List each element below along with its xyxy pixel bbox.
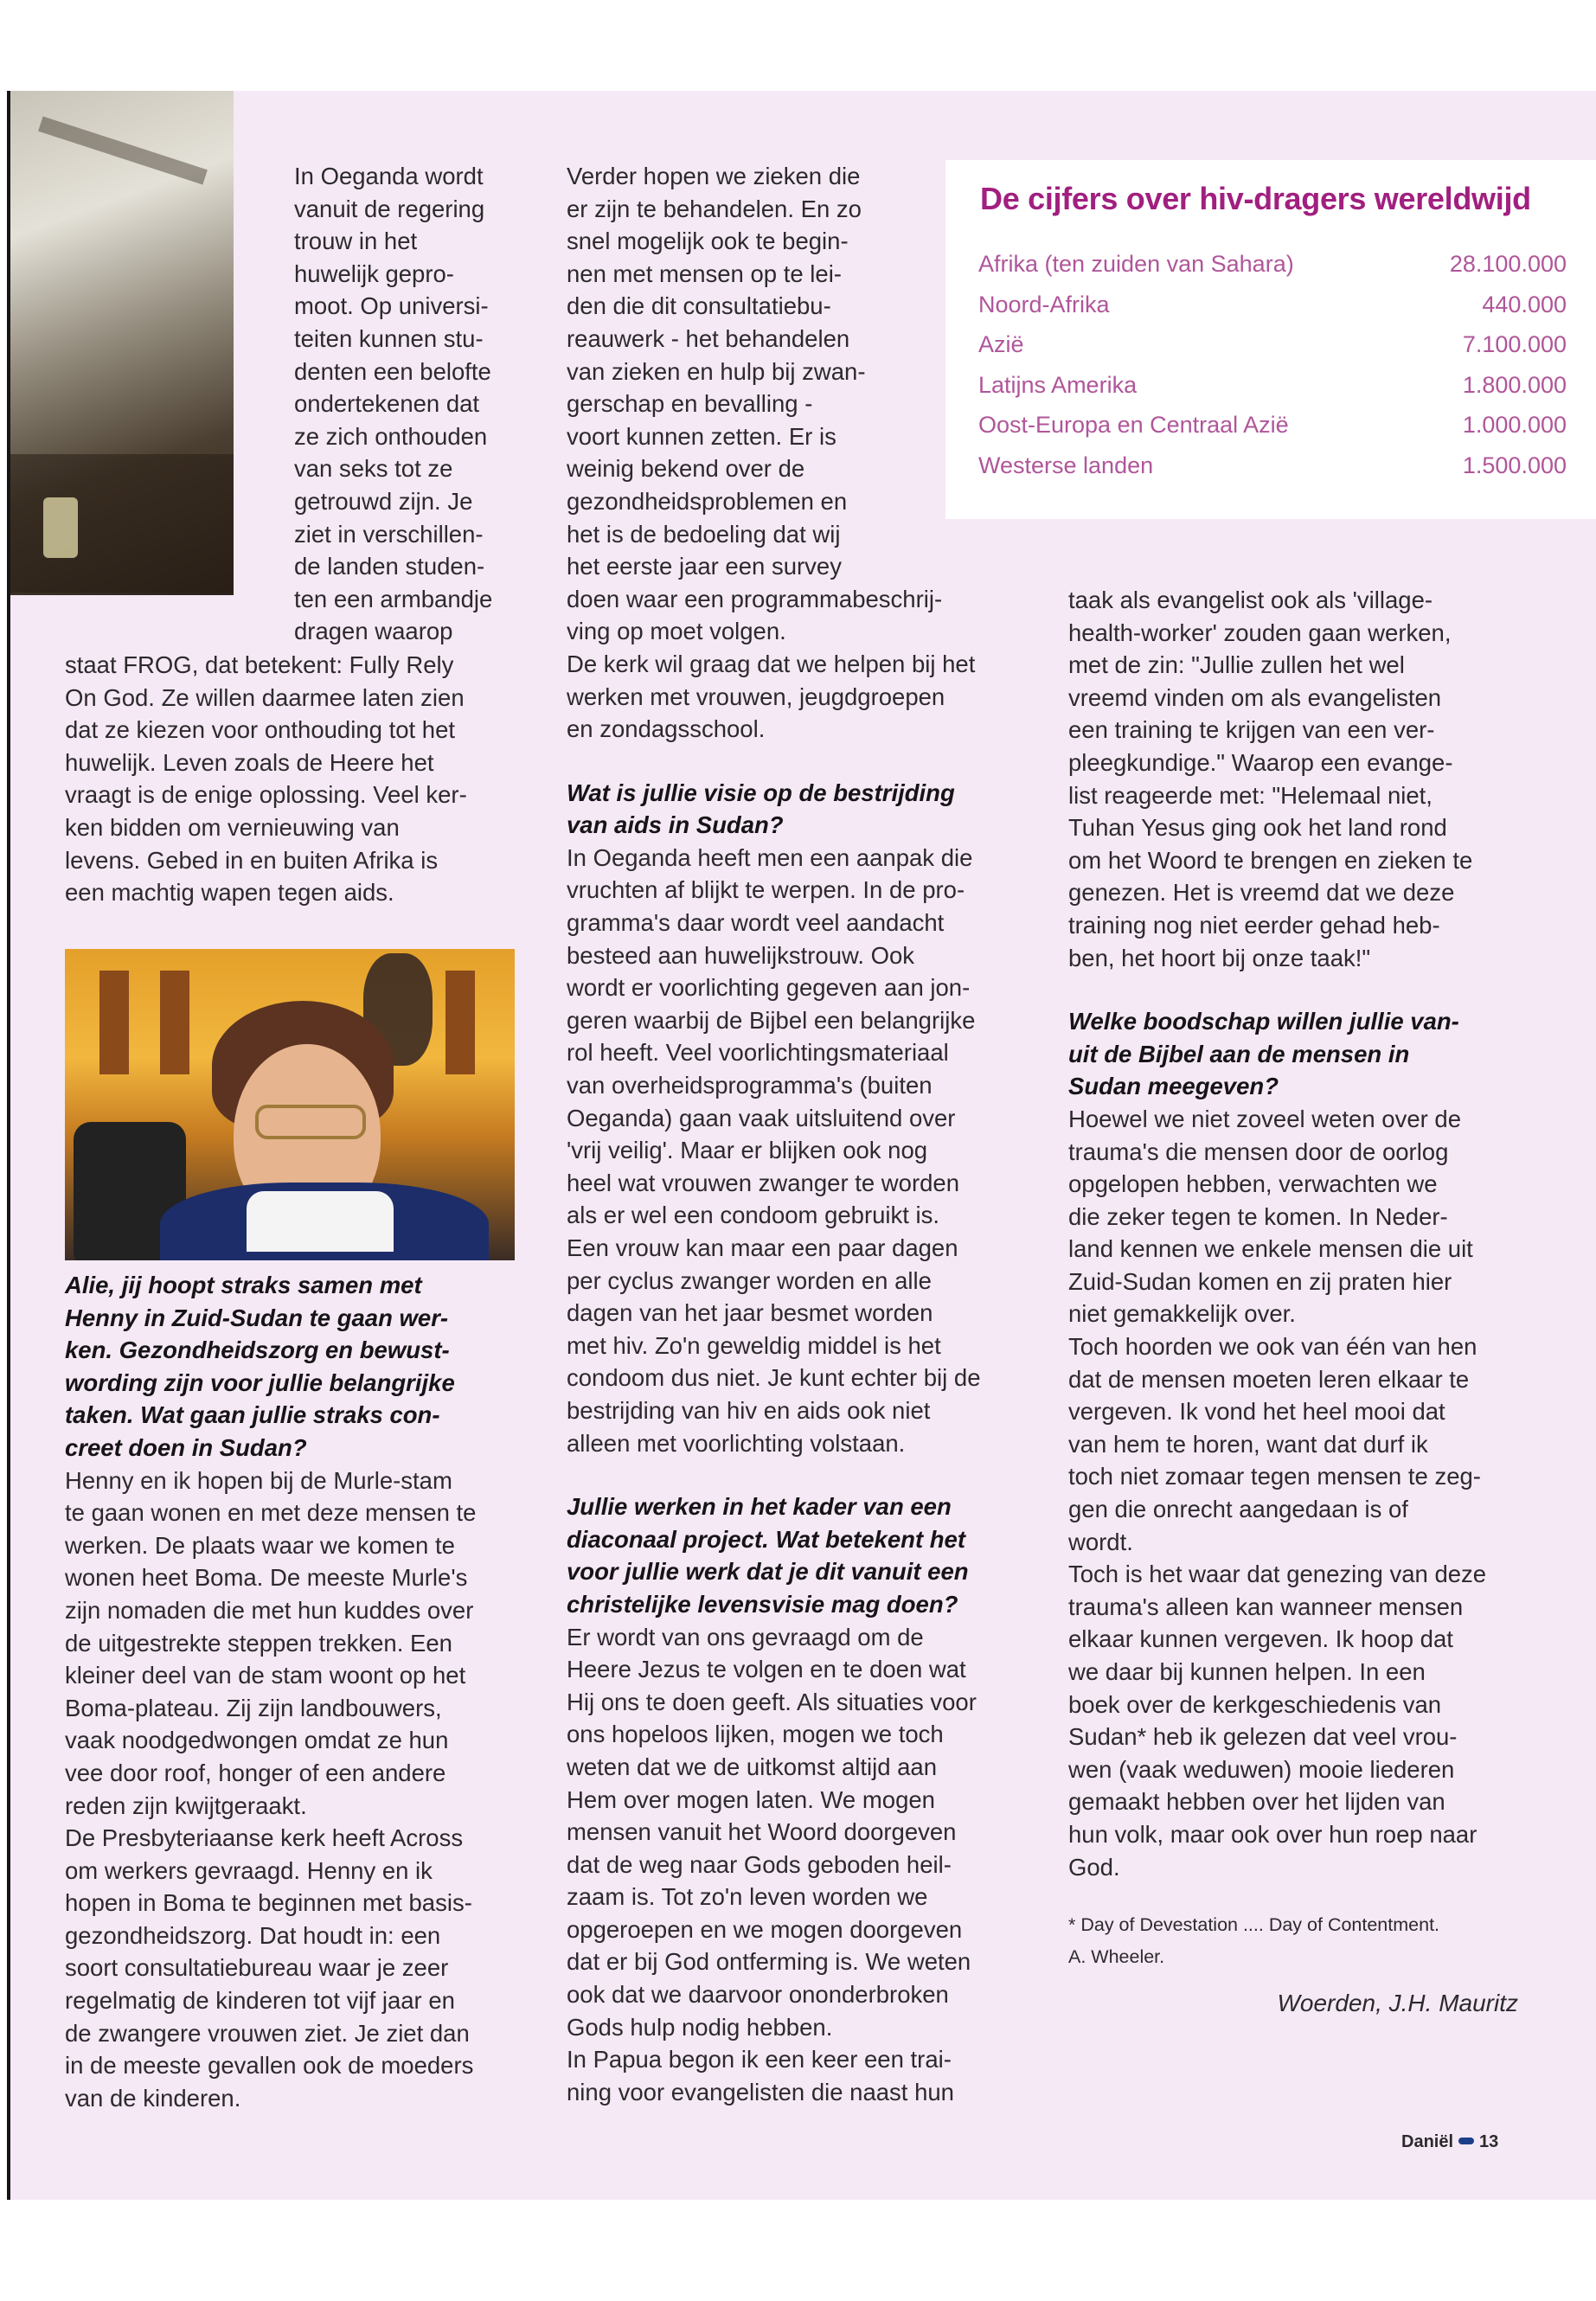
text-line: gramma's daar wordt veel aandacht [567, 909, 945, 937]
text-line: reauwerk - het behandelen [567, 324, 850, 352]
stat-row [978, 371, 1567, 407]
text-line: trauma's alleen kan wanneer mensen [1068, 1593, 1464, 1620]
stat-row [978, 452, 1567, 487]
question-line: uit de Bijbel aan de mensen in [1068, 1040, 1410, 1067]
question-line: wording zijn voor jullie belangrijke [65, 1368, 455, 1396]
text-line: vee door roof, honger of een andere [65, 1759, 446, 1786]
page-number: 13 [1479, 2132, 1499, 2151]
text-line: In Oeganda wordt [294, 163, 484, 189]
text-line: dagen van het jaar besmet worden [567, 1299, 933, 1327]
text-line: wen (vaak weduwen) mooie liederen [1068, 1755, 1455, 1783]
text-line: van seks tot ze [294, 455, 453, 483]
text-line: huwelijk. Leven zoals de Heere het [65, 748, 434, 776]
text-line: rol heeft. Veel voorlichtingsmateriaal [567, 1039, 949, 1067]
question-line: Jullie werken in het kader van een [567, 1493, 952, 1521]
text-line: gerschap en bevalling - [567, 390, 813, 418]
text-line: niet gemakkelijk over. [1068, 1300, 1296, 1328]
text-line: Er wordt van ons gevraagd om de [567, 1623, 924, 1650]
text-line: denten een belofte [294, 357, 491, 385]
text-line: de landen studen- [294, 553, 485, 580]
text-line: ben, het hoort bij onze taak!" [1068, 944, 1371, 971]
text-line: zijn nomaden die met hun kuddes over [65, 1596, 474, 1624]
text-line: moot. Op universi- [294, 292, 489, 320]
column-1-top-text [294, 160, 528, 648]
text-line: nen met mensen op te lei- [567, 260, 842, 287]
text-line: gezondheidsproblemen en [567, 487, 848, 515]
text-line: en zondagsschool. [567, 715, 766, 743]
text-line: snel mogelijk ook te begin- [567, 228, 849, 255]
text-line: Gods hulp nodig hebben. [567, 2013, 833, 2041]
question-bible-message [1068, 1005, 1518, 1103]
text-line: vergeven. Ik vond het heel mooi dat [1068, 1398, 1445, 1426]
text-line: het is de bedoeling dat wij [567, 520, 841, 548]
question-line: taken. Wat gaan jullie straks con- [65, 1401, 440, 1429]
stat-region: Azië [978, 331, 1024, 357]
page-footer [1401, 2132, 1498, 2152]
text-line: De kerk wil graag dat we helpen bij het [567, 650, 976, 677]
stat-count: 7.100.000 [1462, 331, 1567, 357]
question-line: Welke boodschap willen jullie van- [1068, 1008, 1459, 1035]
question-line: Alie, jij hoopt straks samen met [65, 1272, 422, 1298]
text-line: trauma's die mensen door de oorlog [1068, 1138, 1449, 1165]
text-line: een training te krijgen van een ver- [1068, 716, 1435, 744]
text-line: hopen in Boma te beginnen met basis- [65, 1889, 472, 1917]
text-line: geren waarbij de Bijbel een belangrijke [567, 1006, 976, 1034]
column-1-interview [65, 1269, 532, 2114]
footnote-line: * Day of Devestation .... Day of Contentment. [1068, 1914, 1440, 1936]
text-line: Toch hoorden we ook van één van hen [1068, 1333, 1477, 1361]
text-line: kleiner deel van de stam woont op het [65, 1662, 466, 1689]
text-line: Oeganda) gaan vaak uitsluitend over [567, 1104, 956, 1131]
column-1-top [294, 160, 528, 648]
text-line: om werkers gevraagd. Henny en ik [65, 1856, 433, 1884]
stat-count: 1.500.000 [1462, 452, 1567, 478]
text-line: vraagt is de enige oplossing. Veel ker- [65, 781, 467, 809]
text-line: Verder hopen we zieken die [567, 163, 861, 189]
statbox-title: De cijfers over hiv-dragers wereldwijd [980, 181, 1531, 216]
stat-region: Afrika (ten zuiden van Sahara) [978, 251, 1294, 277]
text-line: levens. Gebed in en buiten Afrika is [65, 846, 439, 874]
arrow-icon [1458, 2138, 1474, 2144]
text-line: ten een armbandje [294, 585, 493, 612]
text-line: weinig bekend over de [567, 455, 805, 483]
text-line: Sudan* heb ik gelezen dat veel vrou- [1068, 1723, 1458, 1751]
text-line: van overheidsprogramma's (buiten [567, 1072, 933, 1099]
text-line: ondertekenen dat [294, 390, 480, 418]
text-line: hun volk, maar ook over hun roep naar [1068, 1820, 1477, 1848]
magazine-name: Daniël [1401, 2132, 1454, 2151]
text-line: vruchten af blijkt te werpen. In de pro- [567, 876, 965, 904]
text-line: om het Woord te brengen en zieken te [1068, 846, 1473, 874]
question-line: creet doen in Sudan? [65, 1433, 307, 1461]
signature: Woerden, J.H. Mauritz [1277, 1990, 1518, 2017]
text-line: 'vrij veilig'. Maar er blijken ook nog [567, 1137, 928, 1164]
text-line: we daar bij kunnen helpen. In een [1068, 1658, 1426, 1685]
text-line: dat ze kiezen voor onthouding tot het [65, 716, 456, 744]
text-line: als er wel een condoom gebruikt is. [567, 1202, 940, 1229]
text-line: land kennen we enkele mensen die uit [1068, 1235, 1473, 1263]
text-line: ken bidden om vernieuwing van [65, 813, 400, 841]
stat-region: Latijns Amerika [978, 371, 1138, 398]
text-line: wordt er voorlichting gegeven aan jon- [567, 974, 971, 1002]
text-line: ning voor evangelisten die naast hun [567, 2078, 954, 2106]
text-line: On God. Ze willen daarmee laten zien [65, 683, 465, 711]
text-line: de zwangere vrouwen ziet. Je ziet dan [65, 2019, 470, 2047]
stat-row [978, 412, 1567, 446]
text-line: health-worker' zouden gaan werken, [1068, 619, 1452, 646]
question-line: Sudan meegeven? [1068, 1073, 1279, 1100]
text-line: condoom dus niet. Je kunt echter bij de [567, 1364, 981, 1392]
text-line: mensen vanuit het Woord doorgeven [567, 1818, 957, 1846]
text-line: dat de weg naar Gods geboden heil- [567, 1850, 952, 1878]
text-line: God. [1068, 1853, 1120, 1881]
text-line: gen die onrecht aangedaan is of [1068, 1496, 1408, 1523]
question-diaconal-project [567, 1490, 1016, 1620]
text-line: ook dat we daarvoor ononderbroken [567, 1981, 949, 2009]
text-line: dat de mensen moeten leren elkaar te [1068, 1365, 1470, 1393]
text-line: voort kunnen zetten. Er is [567, 422, 836, 450]
text-line: Hem over mogen laten. We mogen [567, 1785, 935, 1813]
stat-count: 440.000 [1482, 291, 1567, 317]
question-line: voor jullie werk dat je dit vanuit een [567, 1558, 969, 1586]
text-line: Hoewel we niet zoveel weten over de [1068, 1105, 1462, 1132]
text-line: alleen met voorlichting volstaan. [567, 1429, 906, 1457]
stat-row [978, 331, 1567, 366]
text-line: heel wat vrouwen zwanger te worden [567, 1169, 960, 1196]
text-line: gezondheidszorg. Dat houdt in: een [65, 1921, 441, 1949]
stat-region: Oost-Europa en Centraal Azië [978, 412, 1289, 438]
answer-alie [65, 1465, 532, 2115]
text-line: Boma-plateau. Zij zijn landbouwers, [65, 1694, 442, 1721]
text-line: vanuit de regering [294, 195, 485, 222]
question-line: Henny in Zuid-Sudan te gaan wer- [65, 1304, 449, 1331]
text-line: Tuhan Yesus ging ook het land rond [1068, 814, 1447, 842]
text-line: getrouwd zijn. Je [294, 487, 473, 515]
text-line: In Papua begon ik een keer een trai- [567, 2046, 952, 2073]
text-line: teiten kunnen stu- [294, 324, 484, 352]
stat-count: 1.000.000 [1462, 412, 1567, 438]
text-line: per cyclus zwanger worden en alle [567, 1266, 932, 1294]
stat-region: Noord-Afrika [978, 291, 1110, 317]
text-line: Henny en ik hopen bij de Murle-stam [65, 1466, 452, 1494]
text-line: opgelopen hebben, verwachten we [1068, 1170, 1438, 1198]
text-line: list reageerde met: "Helemaal niet, [1068, 781, 1433, 809]
text-line: opgeroepen en we mogen doorgeven [567, 1915, 963, 1943]
text-line: besteed aan huwelijkstrouw. Ook [567, 941, 915, 969]
text-line: pleegkundige." Waarop een evange- [1068, 748, 1453, 776]
column-3-intro [1068, 584, 1518, 974]
footnote [1068, 1909, 1518, 1973]
text-line: vaak noodgedwongen omdat ze hun [65, 1727, 449, 1754]
answer-aids-vision [567, 842, 1016, 1459]
text-line: training nog niet eerder gehad heb- [1068, 911, 1440, 939]
text-line: van de kinderen. [65, 2084, 241, 2112]
footnote-line: A. Wheeler. [1068, 1946, 1165, 1968]
stat-count: 1.800.000 [1462, 371, 1567, 398]
text-line: van hem te horen, want dat durf ik [1068, 1430, 1428, 1458]
question-line: van aids in Sudan? [567, 811, 784, 839]
column-1-full-lines [65, 649, 532, 909]
stat-row [978, 291, 1567, 326]
text-line: reden zijn kwijtgeraakt. [65, 1791, 307, 1819]
text-line: staat FROG, dat betekent: Fully Rely [65, 651, 454, 678]
text-line: die zeker tegen te komen. In Neder- [1068, 1202, 1448, 1230]
question-aids-vision [567, 777, 1016, 842]
text-line: trouw in het [294, 228, 418, 255]
question-line: Wat is jullie visie op de bestrijding [567, 779, 955, 806]
text-line: ze zich onthouden [294, 422, 488, 450]
text-line: dat er bij God ontferming is. We weten [567, 1948, 971, 1976]
text-line: gemaakt hebben over het lijden van [1068, 1788, 1445, 1816]
text-line: In Oeganda heeft men een aanpak die [567, 843, 973, 871]
question-line: ken. Gezondheidszorg en bewust- [65, 1336, 450, 1364]
text-line: boek over de kerkgeschiedenis van [1068, 1690, 1442, 1718]
text-line: De Presbyteriaanse kerk heeft Across [65, 1824, 464, 1852]
text-line: vreemd vinden om als evangelisten [1068, 683, 1442, 711]
text-line: genezen. Het is vreemd dat we deze [1068, 879, 1455, 907]
text-line: regelmatig de kinderen tot vijf jaar en [65, 1987, 455, 2015]
text-line: zaam is. Tot zo'n leven worden we [567, 1883, 928, 1911]
text-line: in de meeste gevallen ook de moeders [65, 2052, 474, 2080]
column-3 [1068, 584, 1518, 2020]
text-line: toch niet zomaar tegen mensen te zeg- [1068, 1463, 1481, 1490]
text-line: huwelijk gepro- [294, 260, 454, 287]
text-line: ving op moet volgen. [567, 618, 786, 645]
text-line: een machtig wapen tegen aids. [65, 879, 394, 907]
text-line: werken. De plaats waar we komen te [65, 1531, 455, 1559]
text-line: Heere Jezus te volgen en te doen wat [567, 1656, 966, 1683]
text-line: dragen waarop [294, 618, 453, 645]
text-line: de uitgestrekte steppen trekken. Een [65, 1629, 452, 1657]
text-line: van zieken en hulp bij zwan- [567, 357, 866, 385]
text-line: weten dat we de uitkomst altijd aan [567, 1753, 938, 1780]
column-1-body [65, 649, 532, 909]
text-line: werken met vrouwen, jeugdgroepen [567, 683, 945, 710]
answer-diaconal-project [567, 1621, 1016, 2109]
text-line: ziet in verschillen- [294, 520, 484, 548]
photo-wall-bottle [10, 91, 234, 595]
text-line: het eerste jaar een survey [567, 553, 842, 580]
text-line: Zuid-Sudan komen en zij praten hier [1068, 1267, 1452, 1295]
text-line: Een vrouw kan maar een paar dagen [567, 1234, 958, 1261]
text-line: Hij ons te doen geeft. Als situaties voor [567, 1688, 977, 1715]
text-line: wonen heet Boma. De meeste Murle's [65, 1564, 468, 1592]
question-line: diaconaal project. Wat betekent het [567, 1525, 965, 1553]
stat-row [978, 251, 1567, 285]
stat-region: Westerse landen [978, 452, 1154, 478]
text-line: doen waar een programmabeschrij- [567, 585, 943, 612]
question-line: christelijke levensvisie mag doen? [567, 1590, 958, 1618]
text-line: te gaan wonen en met deze mensen te [65, 1499, 477, 1527]
text-line: ons hopeloos lijken, mogen we toch [567, 1721, 944, 1748]
hiv-statistics-box [945, 160, 1596, 519]
text-line: den die dit consultatiebu- [567, 292, 831, 320]
text-line: met hiv. Zo'n geweldig middel is het [567, 1331, 941, 1359]
text-line: taak als evangelist ook als 'village- [1068, 586, 1433, 613]
text-line: er zijn te behandelen. En zo [567, 195, 862, 222]
question-alie [65, 1269, 532, 1465]
answer-bible-message [1068, 1103, 1518, 1883]
text-line: elkaar kunnen vergeven. Ik hoop dat [1068, 1625, 1453, 1653]
text-line: wordt. [1068, 1528, 1133, 1555]
text-line: soort consultatiebureau waar je zeer [65, 1954, 449, 1982]
text-line: Toch is het waar dat genezing van deze [1068, 1561, 1487, 1588]
photo-smiling-woman [65, 949, 515, 1260]
text-line: bestrijding van hiv en aids ook niet [567, 1396, 931, 1424]
stat-count: 28.100.000 [1449, 251, 1567, 277]
text-line: met de zin: "Jullie zullen het wel [1068, 651, 1405, 679]
